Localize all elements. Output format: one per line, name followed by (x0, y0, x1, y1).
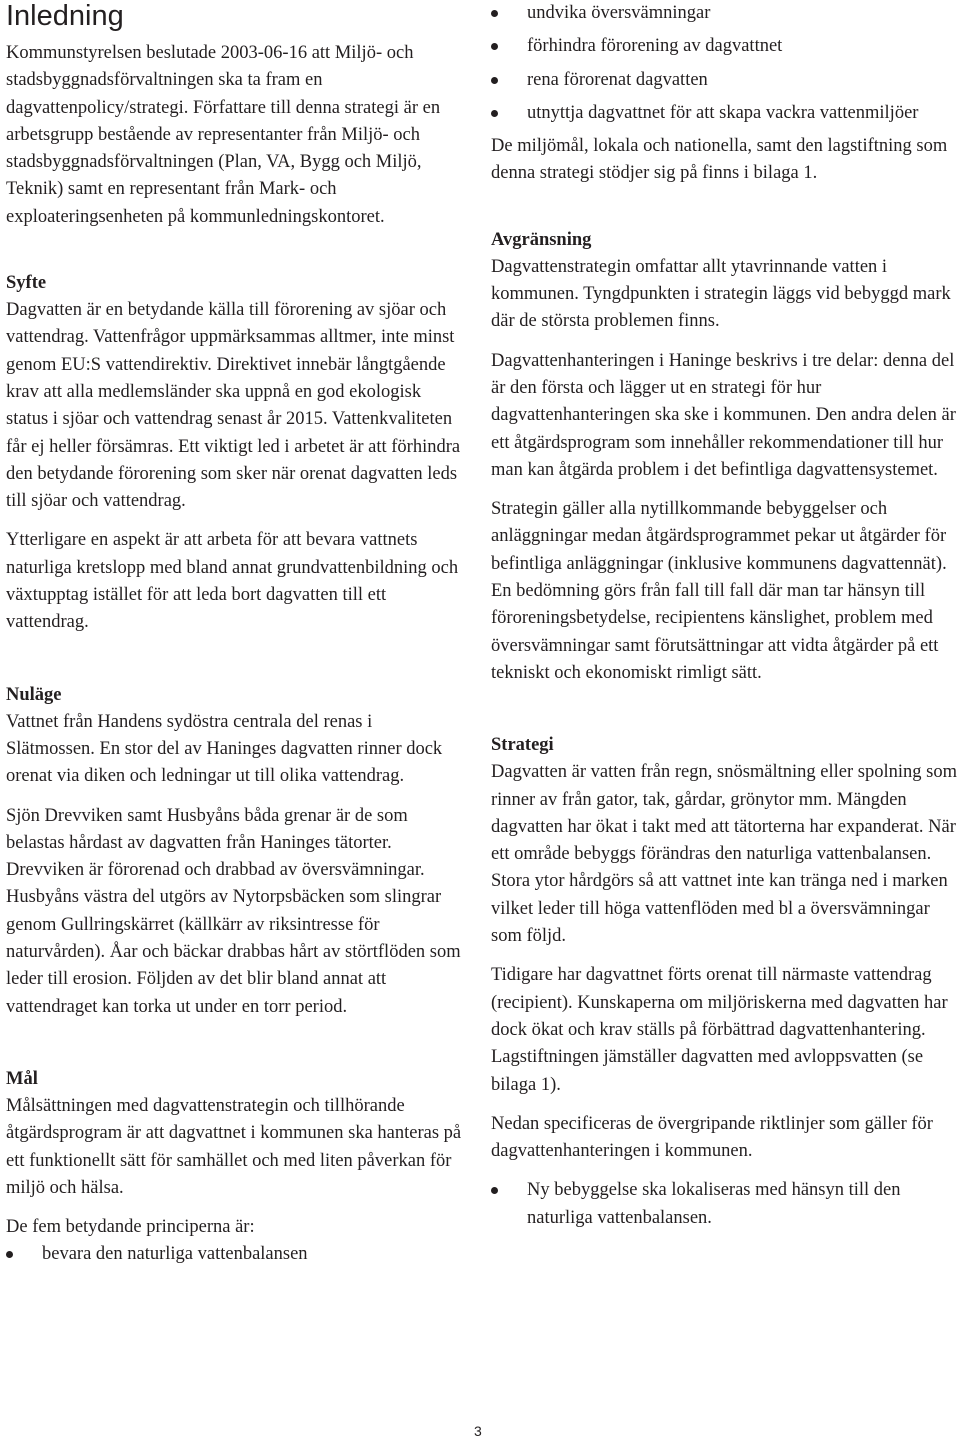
avgransning-heading: Avgränsning (491, 229, 592, 250)
strategi-heading: Strategi (491, 735, 554, 756)
bullet-icon (491, 1187, 498, 1194)
mal-paragraph-1: Målsättningen med dagvattenstrategin och tillhörande åtgärdsprogram är att dagvattnet i kommunen ska hanteras på ett funktionellt sätt för samhället och med liten påverkan för miljö och hälsa. (6, 1095, 462, 1198)
left-column (6, 0, 464, 1275)
page-number: 3 (474, 1423, 482, 1439)
nulage-heading: Nuläge (6, 684, 62, 705)
syfte-paragraph-2: Ytterligare en aspekt är att arbeta för att bevara vattnets naturliga kretslopp med bland annat grundvattenbildning och växtupptag istället för att leda bort dagvatten till ett vattendrag. (6, 530, 459, 633)
list-item: förhindra förorening av dagvattnet (491, 33, 957, 60)
mal-heading: Mål (6, 1068, 38, 1089)
list-item: rena förorenat dagvatten (491, 67, 957, 94)
syfte-paragraph-1: Dagvatten är en betydande källa till förorening av sjöar och vattendrag. Vattenfrågor uppmärksammas alltmer, inte minst genom EU:S vattendirektiv. Direktivet innebär långtgående krav att alla medlemsländer ska uppnå en god ekologisk status i sjöar och vattendrag senast år 2015. Vattenkvaliteten får ej heller försämras. Ett viktigt led i arbetet är att förhindra den betydande förorening som sker när orenat dagvatten leds till sjöar och vattendrag. (6, 300, 461, 512)
syfte-heading: Syfte (6, 273, 47, 294)
list-item: undvika översvämningar (491, 0, 957, 27)
guidelines-list (491, 1177, 957, 1232)
list-item: bevara den naturliga vattenbalansen (6, 1241, 464, 1268)
bullet-icon (491, 43, 498, 50)
avgransning-paragraph-1: Dagvattenstrategin omfattar allt ytavrinnande vatten i kommunen. Tyngdpunkten i strategin läggs vid bebyggd mark där de största problemen finns. (491, 256, 951, 332)
right-column (491, 0, 957, 1238)
principles-intro: De fem betydande principerna är: (6, 1217, 255, 1238)
strategi-paragraph-1: Dagvatten är vatten från regn, snösmältning eller spolning som rinner av från gator, tak, gårdar, grönytor mm. Mängden dagvatten har ökat i takt med att tätorterna har expanderat. När ett område bebyggs förändras den naturliga vattenbalansen. Stora ytor hårdgörs så att vattnet inte kan tränga ned i marken vilket leder till höga vattenflöden med bl a översvämningar som följd. (491, 762, 957, 947)
intro-paragraph: Kommunstyrelsen beslutade 2003-06-16 att Miljö- och stadsbyggnadsförvaltningen ska ta fram en dagvattenpolicy/strategi. Författare till denna strategi är en arbetsgrupp bestående av representanter från Miljö- och stadsbyggnadsförvaltningen (Plan, VA, Bygg och Miljö, Teknik) samt en representant från Mark- och exploateringsenheten på kommunledningskontoret. (6, 43, 441, 227)
principles-list-left (6, 1241, 464, 1268)
list-item: Ny bebyggelse ska lokaliseras med hänsyn till den naturliga vattenbalansen. (491, 1177, 957, 1232)
avgransning-paragraph-2: Dagvattenhanteringen i Haninge beskrivs i tre delar: denna del är den första och lägger ut en strategi för hur dagvattenhanteringen ska ske i kommunen. Den andra delen är ett åtgärdsprogram som innehåller rekommendationer till hur man kan åtgärda problem i det befintliga dagvattensystemet. (491, 350, 956, 480)
strategi-paragraph-2: Tidigare har dagvattnet förts orenat till närmaste vattendrag (recipient). Kunskaperna om miljöriskerna med dagvatten har dock ökat och krav ställs på förbättrad dagvattenhantering. Lagstiftningen jämställer dagvatten med avloppsvatten (se bilaga 1). (491, 965, 948, 1095)
bullet-icon (491, 10, 498, 17)
bullet-icon (6, 1251, 13, 1258)
strategi-paragraph-3: Nedan specificeras de övergripande riktlinjer som gäller för dagvattenhanteringen i kommunen. (491, 1113, 933, 1162)
nulage-paragraph-1: Vattnet från Handens sydöstra centrala del renas i Slätmossen. En stor del av Haninges dagvatten rinner dock orenat via diken och ledningar ut till olika vattendrag. (6, 711, 443, 787)
avgransning-paragraph-3: Strategin gäller alla nytillkommande bebyggelser och anläggningar medan åtgärdsprogrammet pekar ut åtgärder för befintliga anläggningar (inklusive kommunens dagvattennät). En bedömning görs från fall till fall där man tar hänsyn till föroreningsbetydelse, recipientens känslighet, problem med översvämningar samt förutsättningar att vidta åtgärder på ett tekniskt och ekonomiskt rimligt sätt. (491, 499, 947, 683)
list-item: utnyttja dagvattnet för att skapa vackra vattenmiljöer (491, 100, 957, 127)
principles-list-right (491, 0, 957, 127)
bullet-icon (491, 110, 498, 117)
page-title: Inledning (6, 0, 124, 32)
bullet-icon (491, 77, 498, 84)
miljomal-paragraph: De miljömål, lokala och nationella, samt den lagstiftning som denna strategi stödjer sig på finns i bilaga 1. (491, 136, 948, 184)
nulage-paragraph-2: Sjön Drevviken samt Husbyåns båda grenar är de som belastas hårdast av dagvatten från Haninges tätorter. Drevviken är förorenad och drabbad av översvämningar. Husbyåns västra del utgörs av Nytorpsbäcken som slingrar genom Gullringskärret (källkärr av riksintresse för naturvården). Åar och bäckar drabbas hårt av störtflöden som leder till erosion. Följden av det blir bland annat att vattendraget kan torka ut under en torr period. (6, 805, 461, 1017)
